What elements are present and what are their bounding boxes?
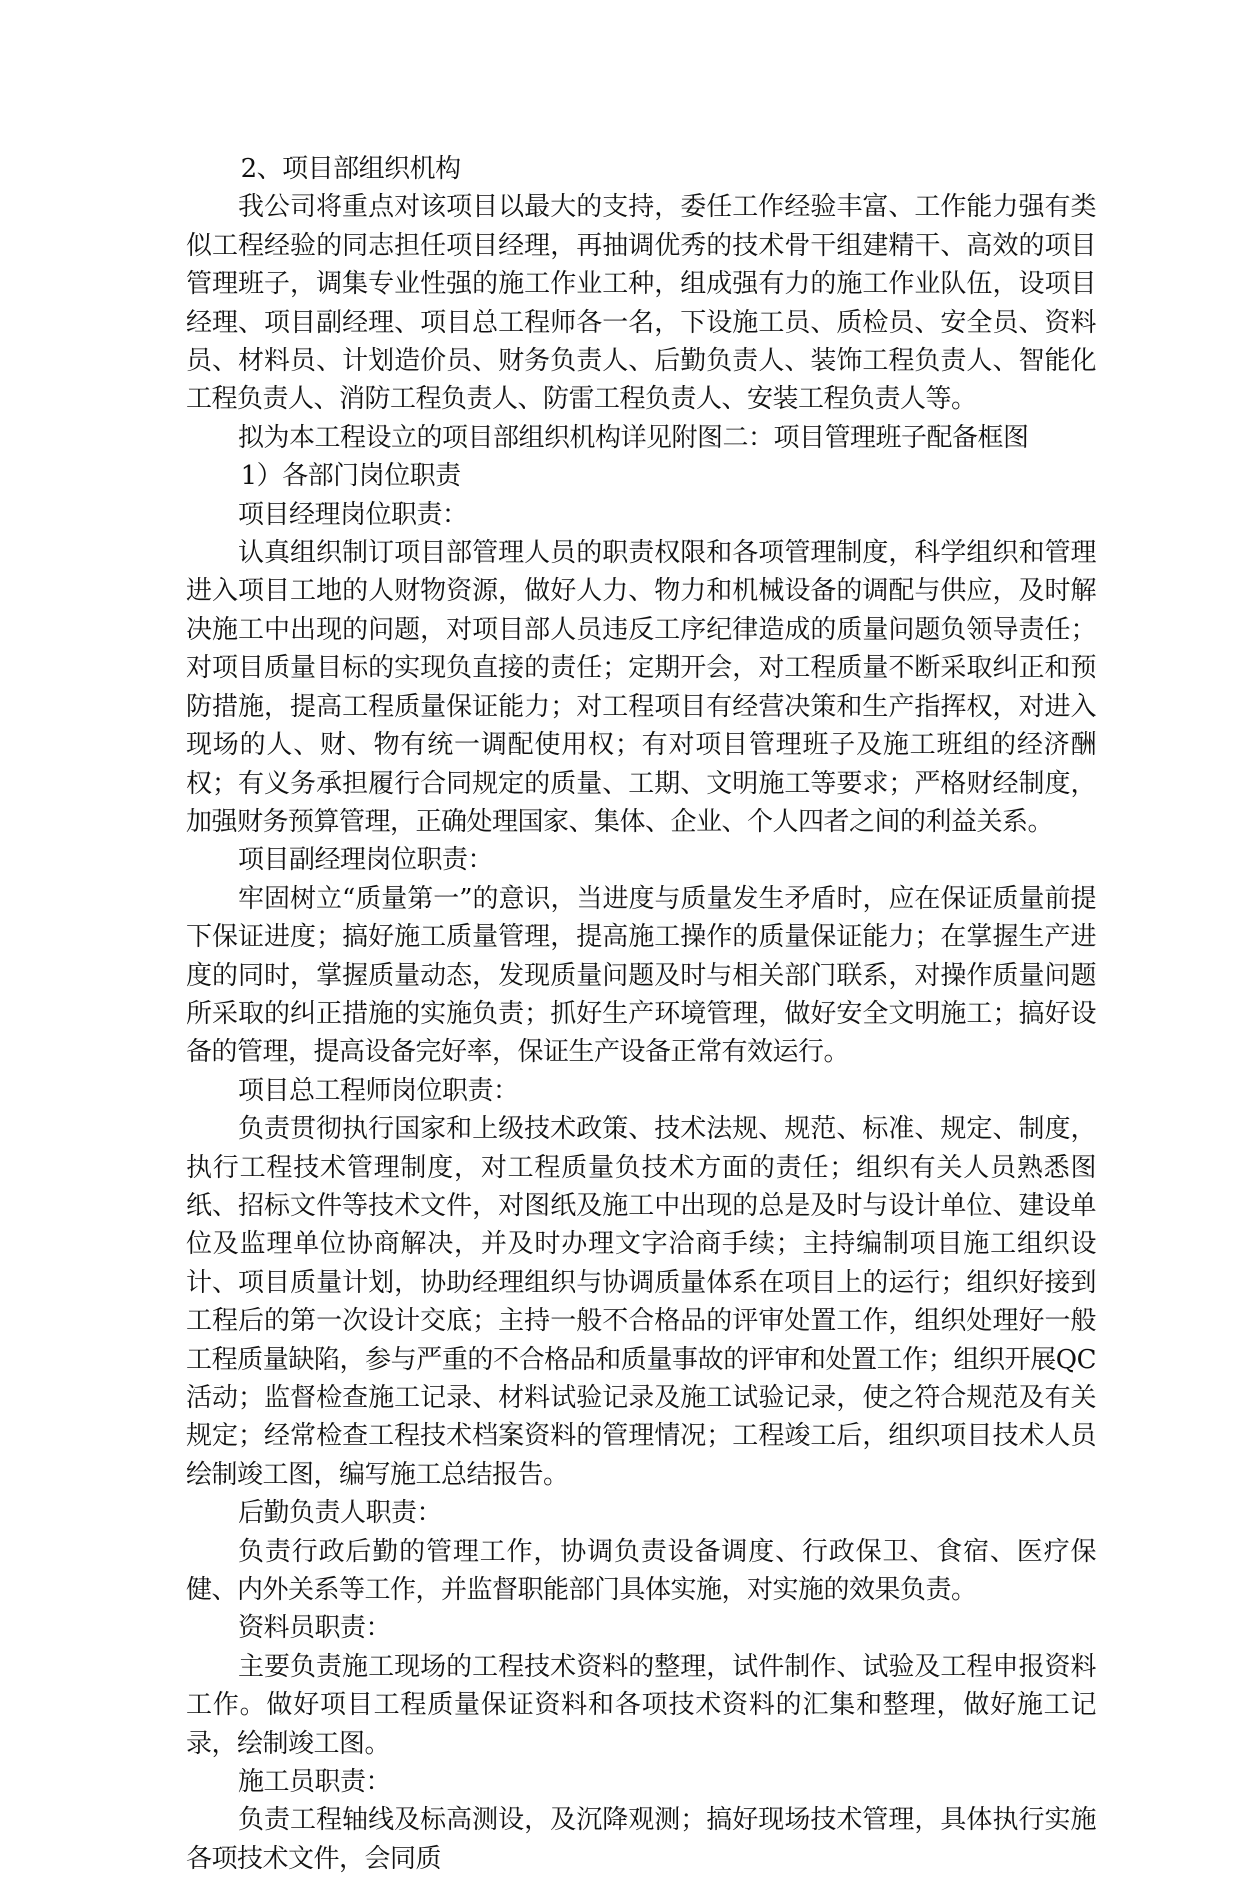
section-body-chief-engineer: 负责贯彻执行国家和上级技术政策、技术法规、规范、标准、规定、制度，执行工程技术管理制度，对工程质量负技术方面的责任；组织有关人员熟悉图纸、招标文件等技术文件，对图纸及施工中出现的总是及时与设计单位、建设单位及监理单位协商解决，并及时办理文字洽商手续；主持编制项目施工组织设计、项目质量计划，协助经理组织与协调质量体系在项目上的运行；组织好接到工程后的第一次设计交底；主持一般不合格品的评审处置工作，组织处理好一般工程质量缺陷，参与严重的不合格品和质量事故的评审和处置工作；组织开展QC活动；监督检查施工记录、材料试验记录及施工试验记录，使之符合规范及有关规定；经常检查工程技术档案资料的管理情况；工程竣工后，组织项目技术人员绘制竣工图，编写施工总结报告。 bbox=[186, 1114, 1096, 1490]
section-heading-deputy-manager: 项目副经理岗位职责： bbox=[238, 845, 494, 876]
section-body-deputy-manager: 牢固树立“质量第一”的意识，当进度与质量发生矛盾时，应在保证质量前提下保证进度；搞好施工质量管理，提高施工操作的质量保证能力；在掌握生产进度的同时，掌握质量动态，发现质量问题及时与相关部门联系，对操作质量问题所采取的纠正措施的实施负责；抓好生产环境管理，做好安全文明施工；搞好设备的管理，提高设备完好率，保证生产设备正常有效运行。 bbox=[186, 883, 1096, 1068]
section-heading-documentation: 资料员职责： bbox=[238, 1613, 392, 1644]
document-page bbox=[186, 150, 1096, 1874]
section-heading-logistics: 后勤负责人职责： bbox=[238, 1498, 443, 1529]
chart-reference: 拟为本工程设立的项目部组织机构详见附图二：项目管理班子配备框图 bbox=[238, 422, 1029, 453]
section-heading-chief-engineer: 项目总工程师岗位职责： bbox=[238, 1075, 519, 1106]
section-body-logistics: 负责行政后勤的管理工作，协调负责设备调度、行政保卫、食宿、医疗保健、内外关系等工作，并监督职能部门具体实施，对实施的效果负责。 bbox=[186, 1536, 1096, 1606]
intro-paragraph: 我公司将重点对该项目以最大的支持，委任工作经验丰富、工作能力强有类似工程经验的同志担任项目经理，再抽调优秀的技术骨干组建精干、高效的项目管理班子，调集专业性强的施工作业工种，组成强有力的施工作业队伍，设项目经理、项目副经理、项目总工程师各一名，下设施工员、质检员、安全员、资料员、材料员、计划造价员、财务负责人、后勤负责人、装饰工程负责人、智能化工程负责人、消防工程负责人、防雷工程负责人、安装工程负责人等。 bbox=[186, 192, 1096, 415]
section-heading-construction: 施工员职责： bbox=[238, 1767, 392, 1798]
section-heading-project-manager: 项目经理岗位职责： bbox=[238, 499, 468, 530]
section-title: 2、项目部组织机构 bbox=[240, 154, 461, 184]
section-body-documentation: 主要负责施工现场的工程技术资料的整理，试件制作、试验及工程申报资料工作。做好项目工程质量保证资料和各项技术资料的汇集和整理，做好施工记录，绘制竣工图。 bbox=[186, 1651, 1096, 1759]
section-body-project-manager: 认真组织制订项目部管理人员的职责权限和各项管理制度，科学组织和管理进入项目工地的人财物资源，做好人力、物力和机械设备的调配与供应，及时解决施工中出现的问题，对项目部人员违反工序纪律造成的质量问题负领导责任；对项目质量目标的实现负直接的责任；定期开会，对工程质量不断采取纠正和预防措施，提高工程质量保证能力；对工程项目有经营决策和生产指挥权，对进入现场的人、财、物有统一调配使用权；有对项目管理班子及施工班组的经济酬权；有义务承担履行合同规定的质量、工期、文明施工等要求；严格财经制度，加强财务预算管理，正确处理国家、集体、企业、个人四者之间的利益关系。 bbox=[186, 538, 1096, 837]
section-body-construction: 负责工程轴线及标高测设，及沉降观测；搞好现场技术管理，具体执行实施各项技术文件，会同质 bbox=[186, 1805, 1096, 1874]
sub-title: 1）各部门岗位职责 bbox=[240, 461, 461, 492]
